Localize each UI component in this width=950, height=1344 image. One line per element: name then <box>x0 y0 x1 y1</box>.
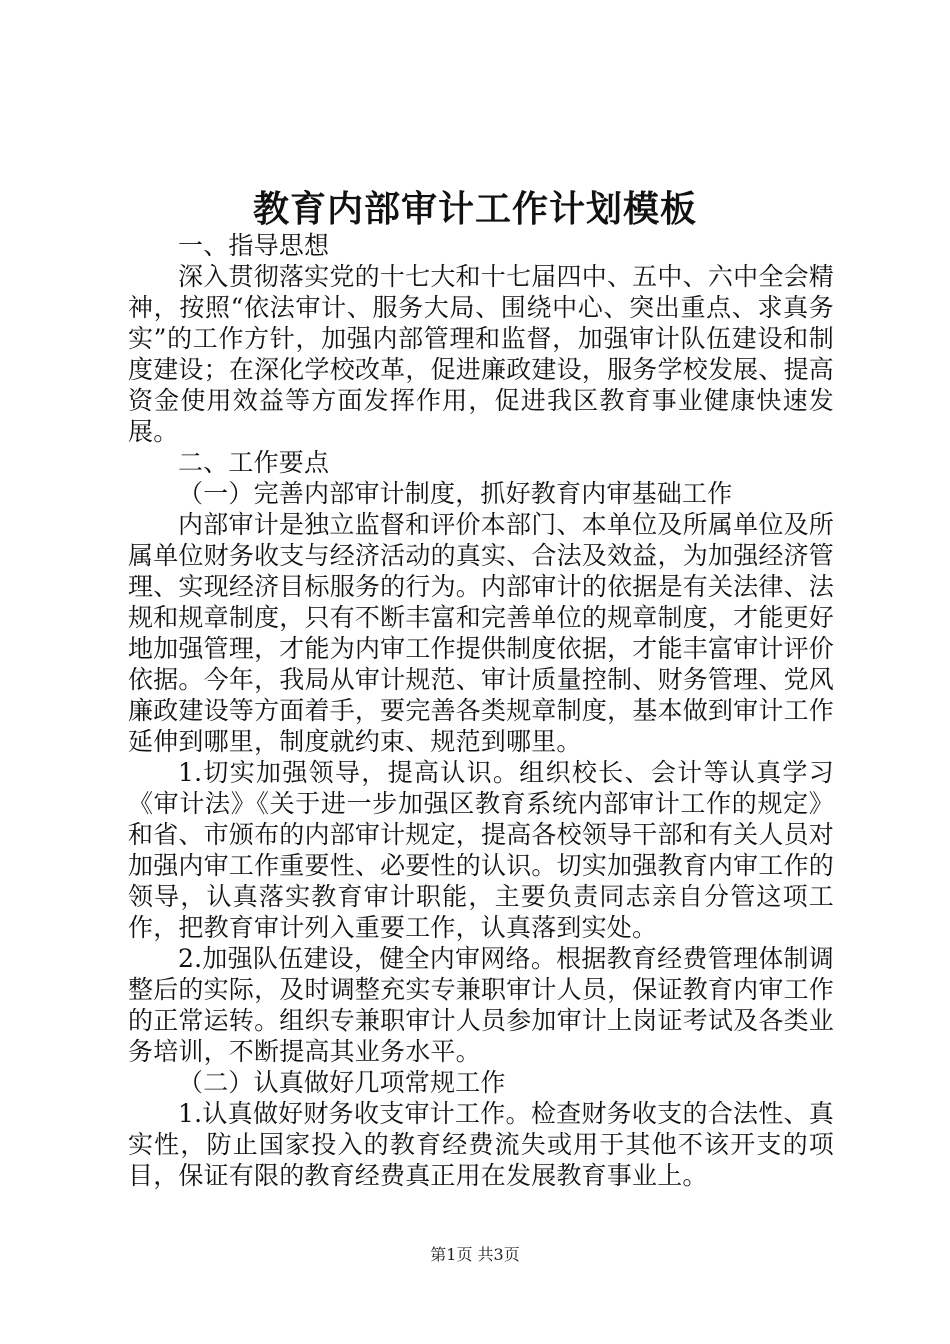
subsection-heading-routine-work: （二）认真做好几项常规工作 <box>178 1068 506 1097</box>
section-heading-guiding-ideology: 一、指导思想 <box>178 231 330 260</box>
document-title: 教育内部审计工作计划模板 <box>252 188 697 230</box>
page-footer: 第1页 共3页 <box>430 1245 520 1264</box>
subsection-heading-improve-system: （一）完善内部审计制度，抓好教育内审基础工作 <box>178 479 733 508</box>
paragraph-financial-audit: 1.认真做好财务收支审计工作。检查财务收支的合法性、真实性，防止国家投入的教育经费流失或用于其他不该开支的项目，保证有限的教育经费真正用在发展教育事业上。 <box>128 1099 834 1190</box>
section-heading-work-points: 二、工作要点 <box>178 448 330 477</box>
paragraph-team-building: 2.加强队伍建设，健全内审网络。根据教育经费管理体制调整后的实际，及时调整充实专兼职审计人员，保证教育内审工作的正常运转。组织专兼职审计人员参加审计上岗证考试及各类业务培训，不断提高其业务水平。 <box>128 944 834 1066</box>
paragraph-strengthen-leadership: 1.切实加强领导，提高认识。组织校长、会计等认真学习《审计法》《关于进一步加强区教育系统内部审计工作的规定》和省、市颁布的内部审计规定，提高各校领导干部和有关人员对加强内审工作重要性、必要性的认识。切实加强教育内审工作的领导，认真落实教育审计职能，主要负责同志亲自分管这项工作，把教育审计列入重要工作，认真落到实处。 <box>128 758 834 942</box>
document-body <box>128 230 834 1191</box>
paragraph-internal-audit-definition: 内部审计是独立监督和评价本部门、本单位及所属单位及所属单位财务收支与经济活动的真实、合法及效益，为加强经济管理、实现经济目标服务的行为。内部审计的依据是有关法律、法规和规章制度，只有不断丰富和完善单位的规章制度，才能更好地加强管理，才能为内审工作提供制度依据，才能丰富审计评价依据。今年，我局从审计规范、审计质量控制、财务管理、党风廉政建设等方面着手，要完善各类规章制度，基本做到审计工作延伸到哪里，制度就约束、规范到哪里。 <box>128 510 834 756</box>
paragraph-guiding-ideology: 深入贯彻落实党的十七大和十七届四中、五中、六中全会精神，按照“依法审计、服务大局、围绕中心、突出重点、求真务实”的工作方针，加强内部管理和监督，加强审计队伍建设和制度建设；在深化学校改革，促进廉政建设，服务学校发展、提高资金使用效益等方面发挥作用，促进我区教育事业健康快速发展。 <box>128 262 834 446</box>
